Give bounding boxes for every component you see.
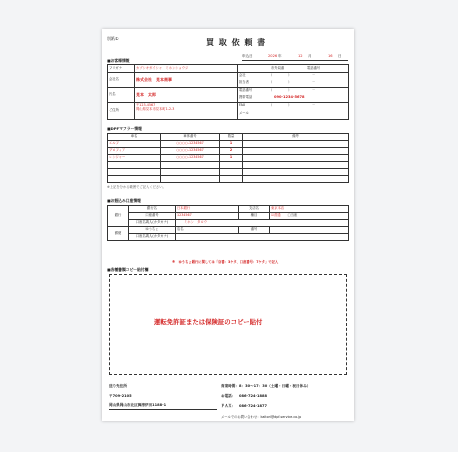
- type-current-checkbox[interactable]: □当座: [287, 213, 298, 218]
- branch-value: 東京本店: [270, 206, 349, 213]
- document-title: 買 取 依 頼 書: [206, 38, 267, 47]
- copy-attach-area: [109, 274, 347, 375]
- footer-email: メールでのお問い合わせ：kaitori@dpf-service.co.jp: [221, 415, 302, 419]
- request-year: 2026: [268, 54, 278, 58]
- customer-table: フリガナ カブシキガイシャ ミホンショウジ 市外局番 電話番号 会社名 株式会社 見本商事 会社 （ ） － 担当者 （ ） － 氏名 見本 太郎 電話番号 （ ） － 携帯電話 090-1234-5678 ご住所 〒123-4567 岡山県見本市見本町1-2-3 FAX （ ） － メール: [107, 64, 349, 120]
- muffler-table: 車名 車体番号 数量 備考 エルフ ○○○○-1234567 1 プロフィア ○○○○-1234567 2 レンジャー ○○○○-1234567 1: [107, 133, 349, 183]
- address-value: 岡山県見本市見本町1-2-3: [136, 107, 175, 112]
- bank-section-title: ■お振込み口座情報: [107, 198, 141, 203]
- bank-table: 銀行 銀行名 日本銀行 支店名 東京本店 口座番号 1234567 種目 ☑普通 □当座 口座名義人(カタカナ) ミホン タロウ 郵便 ゆうちょ 店名 番号 口座名義人(カタカナ): [107, 205, 349, 241]
- zip-value: 〒123-4567: [136, 103, 156, 107]
- company-value: 株式会社 見本商事: [135, 73, 238, 88]
- furigana-value: カブシキガイシャ ミホンショウジ: [135, 65, 238, 73]
- attachment-section-title: ■各種書類コピー貼付欄: [107, 267, 149, 272]
- customer-section-title: ■お客様情報: [107, 58, 130, 63]
- footer-contact: 営業時間：8：30～17：30（土曜・日曜・祝日休み） お電話： 086-724-1888 ＦＡＸ： 086-724-1877 メールでのお問い合わせ：kaitori@dpf-service.co.jp: [221, 384, 349, 420]
- name-value: 見本 太郎: [135, 88, 238, 103]
- copy-attach-placeholder: 運転免許証または保険証のコピー貼付: [154, 318, 263, 326]
- table-row: [108, 176, 349, 183]
- muffler-section-title: ■DPFマフラー情報: [107, 126, 142, 131]
- table-row: レンジャー ○○○○-1234567 1: [108, 155, 349, 162]
- footer-fax: ＦＡＸ： 086-724-1877: [221, 404, 267, 408]
- request-date: 申込日 2026 年 12 月 16 日: [242, 53, 348, 61]
- yucho-note: ※ ゆうちょ銀行に関しては「店番：3ケタ、口座番号：7ケタ」で記入: [172, 260, 279, 264]
- footer-phone: お電話： 086-724-1888: [221, 394, 267, 398]
- holder-value: ミホン タロウ: [176, 220, 349, 227]
- form-number: 別紙①: [107, 36, 119, 41]
- request-month: 12: [298, 54, 303, 58]
- bank-name-value: 日本銀行: [176, 206, 239, 213]
- request-day: 16: [328, 54, 333, 58]
- footer-address: 送り先住所 〒709-2105 岡山県岡山市北区御津伊田1188-1: [109, 384, 217, 410]
- table-row: エルフ ○○○○-1234567 1: [108, 141, 349, 148]
- table-row: プロフィア ○○○○-1234567 2: [108, 148, 349, 155]
- mobile-value: 090-1234-5678: [274, 95, 305, 99]
- document-page: [102, 29, 354, 421]
- account-number-value: 1234567: [176, 213, 239, 220]
- table-row: [108, 169, 349, 176]
- type-regular-checkbox[interactable]: ☑普通: [271, 213, 281, 218]
- table-row: [108, 162, 349, 169]
- muffler-footnote: ※上記を分かる範囲でご記入ください。: [107, 185, 166, 189]
